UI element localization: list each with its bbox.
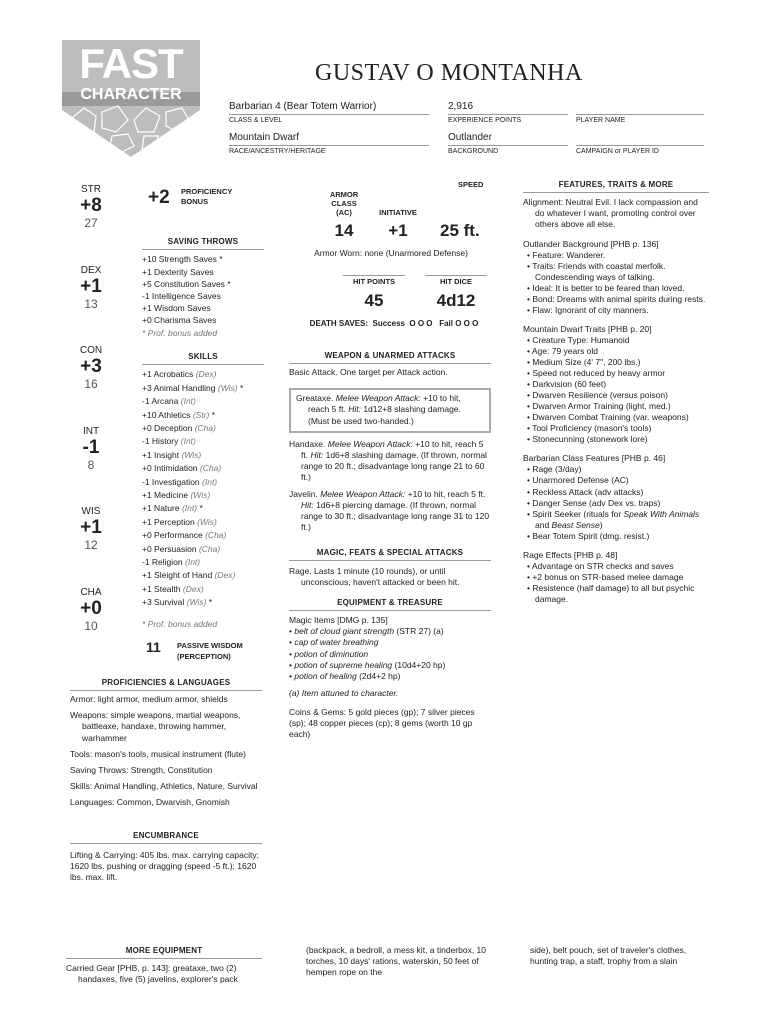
ability-modifier: +1 bbox=[80, 517, 102, 538]
skill-text: -1 Investigation bbox=[142, 476, 200, 487]
feature-text: Unarmored Defense (AC) bbox=[532, 475, 629, 486]
feature-text: Bond: Dreams with animal spirits during rests. bbox=[532, 293, 706, 304]
proficiency-item: Armor: light armor, medium armor, shields bbox=[70, 694, 228, 705]
saving-throws-title: SAVING THROWS bbox=[142, 237, 264, 250]
skill-item bbox=[142, 462, 264, 475]
skill-ability: (Int) bbox=[202, 476, 218, 487]
skill-text: +10 Athletics bbox=[142, 409, 191, 420]
skill-item bbox=[142, 529, 264, 542]
magic-item-name: belt of cloud giant strength bbox=[294, 626, 395, 637]
attuned-note: (a) Item attuned to character. bbox=[289, 687, 399, 698]
speed-label: SPEED bbox=[458, 180, 484, 189]
skill-text: -1 Religion bbox=[142, 557, 183, 568]
totem-text: Bear Totem Spirit (dmg. resist.) bbox=[532, 530, 650, 541]
feature-item: • Resistence (half damage) to all but psychic damage. bbox=[527, 582, 695, 604]
ability-modifier: -1 bbox=[82, 437, 100, 458]
feature-item: • Ideal: It is better to be feared than loved. bbox=[527, 282, 685, 293]
skill-text: +1 Stealth bbox=[142, 583, 181, 594]
feature-item: • Dwarven Resilience (versus poison) bbox=[527, 390, 668, 401]
ability-score: 8 bbox=[87, 458, 95, 472]
more-equipment-title: MORE EQUIPMENT bbox=[66, 946, 262, 959]
alignment: Alignment: Neutral Evil. I lack compassion and do whatever I want, promoting control over others above all else. bbox=[523, 197, 698, 230]
ability-name: WIS bbox=[81, 506, 101, 517]
skill-text: +0 Intimidation bbox=[142, 463, 198, 474]
skills-note: * Prof. bonus added bbox=[142, 618, 218, 629]
hit-dice-value: 4d12 bbox=[436, 291, 476, 310]
ability-int bbox=[66, 425, 116, 474]
saving-throw-item: +1 Wisdom Saves bbox=[142, 303, 211, 314]
feature-item: • +2 bonus on STR-based melee damage bbox=[527, 571, 684, 582]
skill-ability: (Wis) bbox=[197, 516, 217, 527]
skill-text: +1 Sleight of Hand bbox=[142, 570, 213, 581]
feature-item: • Rage (3/day) bbox=[527, 464, 582, 475]
feature-item: • Speed not reduced by heavy armor bbox=[527, 368, 666, 379]
magic-items-list bbox=[289, 626, 491, 681]
magic-item-extra: (2d4+2 hp) bbox=[356, 670, 401, 681]
more-equipment-section bbox=[66, 946, 262, 985]
attack-bonus: +10 to hit, reach 5 ft. bbox=[407, 488, 486, 499]
barbarian-list bbox=[523, 464, 709, 508]
initiative-value: +1 bbox=[388, 221, 408, 240]
magic-item-name: potion of supreme healing bbox=[294, 659, 393, 670]
ability-score: 12 bbox=[84, 538, 98, 552]
magic-item-name: potion of diminution bbox=[294, 648, 369, 659]
barbarian-title: Barbarian Class Features [PHB p. 46] bbox=[523, 453, 666, 464]
race-label: RACE/ANCESTRY/HERITAGE bbox=[229, 148, 326, 155]
skill-star: * bbox=[237, 382, 244, 393]
feature-text: Age: 79 years old bbox=[531, 345, 599, 356]
feature-item: • Dwarven Combat Training (var. weapons) bbox=[527, 412, 689, 423]
magic-item: • cap of water breathing bbox=[289, 637, 379, 648]
magic-item-name: cap of water breathing bbox=[294, 637, 379, 648]
magic-feats-title: MAGIC, FEATS & SPECIAL ATTACKS bbox=[289, 548, 491, 561]
skill-item bbox=[142, 476, 264, 489]
greataxe-text bbox=[296, 393, 484, 426]
encumbrance-section bbox=[70, 831, 262, 884]
feature-item: • Dwarven Armor Training (light, med.) bbox=[527, 401, 671, 412]
magic-item-extra: (STR 27) (a) bbox=[394, 626, 444, 637]
skill-text: -1 Arcana bbox=[142, 396, 179, 407]
skill-ability: (Dex) bbox=[195, 369, 217, 380]
feature-item: • Flaw: Ignorant of city manners. bbox=[527, 304, 649, 315]
class-level-label: CLASS & LEVEL bbox=[229, 117, 283, 124]
feature-text: Flaw: Ignorant of city manners. bbox=[532, 304, 649, 315]
label-line: (AC) bbox=[336, 208, 352, 217]
skill-item bbox=[142, 449, 264, 462]
skill-ability: (Int) bbox=[180, 396, 196, 407]
skill-item bbox=[142, 543, 264, 556]
magic-items-heading: Magic Items [DMG p. 135] bbox=[289, 615, 388, 626]
ability-modifier: +3 bbox=[80, 356, 102, 377]
label-line: PASSIVE WISDOM bbox=[177, 641, 243, 650]
feature-item: • Creature Type: Humanoid bbox=[527, 334, 630, 345]
speed-value: 25 ft. bbox=[440, 221, 480, 240]
skill-text: -1 History bbox=[142, 436, 179, 447]
feature-item: • Reckless Attack (adv attacks) bbox=[527, 486, 644, 497]
label-line: CLASS bbox=[331, 199, 357, 208]
attack-bonus: +10 to hit, reach 5 ft. bbox=[301, 438, 484, 460]
feature-text: Medium Size (4' 7", 200 lbs.) bbox=[532, 357, 641, 367]
coins-gems: Coins & Gems: 5 gold pieces (gp); 7 silver pieces (sp); 48 copper pieces (cp); 8 gems (worth 10 gp each) bbox=[289, 706, 475, 739]
ability-con bbox=[66, 344, 116, 393]
feature-text: Reckless Attack (adv attacks) bbox=[532, 486, 644, 497]
race-value: Mountain Dwarf bbox=[229, 132, 300, 143]
spirit-text: ) bbox=[599, 519, 603, 530]
skill-ability: (Cha) bbox=[199, 463, 222, 474]
ability-score: 16 bbox=[84, 377, 98, 391]
feature-item: • Danger Sense (adv Dex vs. traps) bbox=[527, 497, 661, 508]
greataxe-attack bbox=[289, 388, 491, 432]
more-equipment-col3: side), belt pouch, set of traveler's clothes, hunting trap, a staff, trophy from a slain bbox=[530, 945, 687, 967]
bear-totem: • Bear Totem Spirit (dmg. resist.) bbox=[527, 530, 650, 541]
ability-score: 27 bbox=[84, 216, 98, 230]
skill-item bbox=[142, 435, 264, 448]
encumbrance-text: Lifting & Carrying: 405 lbs. max. carrying capacity; 1620 lbs. pushing or dragging (speed -5 ft.); 1620 lbs. max. lift. bbox=[70, 850, 259, 883]
skills-title: SKILLS bbox=[142, 352, 264, 365]
feature-item: • Darkvision (60 feet) bbox=[527, 379, 607, 390]
ability-score: 13 bbox=[84, 297, 98, 311]
spirit-spell: Beast Sense bbox=[551, 519, 600, 530]
magic-feats-section bbox=[289, 548, 491, 588]
attacks-title: WEAPON & UNARMED ATTACKS bbox=[289, 351, 491, 364]
logo-subtitle: CHARACTER bbox=[80, 86, 182, 103]
handaxe-attack bbox=[289, 439, 491, 483]
feature-text: Tool Proficiency (mason's tools) bbox=[532, 423, 652, 434]
feature-item: • Medium Size (4' 7", 200 lbs.) bbox=[527, 357, 641, 367]
equipment-section bbox=[289, 598, 491, 740]
saving-throws-section bbox=[142, 237, 264, 339]
ability-str bbox=[66, 183, 116, 232]
spirit-text: and bbox=[535, 519, 552, 530]
feature-text: Danger Sense (adv Dex vs. traps) bbox=[532, 497, 661, 508]
attack-damage: 1d6+8 slashing damage. (If thrown, normal range to 20 ft.; disadvantage long range 21 to 60 ft.) bbox=[301, 449, 487, 482]
feature-text: Advantage on STR checks and saves bbox=[531, 560, 674, 571]
attack-name: Javelin. bbox=[289, 488, 318, 499]
ability-dex bbox=[66, 264, 116, 313]
skill-item bbox=[142, 368, 264, 381]
ability-modifier: +1 bbox=[80, 276, 102, 297]
attack-hit: Hit: bbox=[348, 404, 361, 415]
hit-dice-label: HIT DICE bbox=[439, 277, 473, 286]
saving-throws-note: * Prof. bonus added bbox=[142, 327, 218, 338]
more-equipment-col2: (backpack, a bedroll, a mess kit, a tinderbox, 10 torches, 10 days' rations, waterskin, 50 feet of hempen rope on the bbox=[306, 945, 487, 978]
character-name: GUSTAV O MONTANHA bbox=[315, 60, 583, 86]
skill-ability: (Int) bbox=[185, 557, 201, 568]
magic-item-name: potion of healing bbox=[294, 670, 357, 681]
skill-text: +1 Acrobatics bbox=[142, 369, 194, 380]
magic-item: • potion of supreme healing (10d4+20 hp) bbox=[289, 659, 446, 670]
feature-text: Stonecunning (stonework lore) bbox=[532, 434, 648, 445]
magic-item: • potion of healing (2d4+2 hp) bbox=[289, 670, 401, 681]
feature-text: Darkvision (60 feet) bbox=[532, 379, 607, 390]
attack-damage: 1d6+8 piercing damage. (If thrown, normal range to 30 ft.; disadvantage long range 31 to 120 ft.) bbox=[301, 499, 490, 532]
armor-class-value: 14 bbox=[334, 221, 354, 240]
passive-wisdom-value: 11 bbox=[146, 639, 161, 655]
rage-effects-title: Rage Effects [PHB p. 48] bbox=[523, 549, 618, 560]
fast-character-logo bbox=[62, 40, 200, 158]
skill-text: +1 Insight bbox=[142, 449, 180, 460]
proficiencies-section bbox=[70, 678, 262, 813]
hit-points-value: 45 bbox=[364, 291, 384, 310]
feature-text: +2 bonus on STR-based melee damage bbox=[532, 571, 684, 582]
skill-text: +1 Medicine bbox=[142, 490, 189, 501]
skill-text: +3 Animal Handling bbox=[142, 382, 216, 393]
attack-kind: Melee Weapon Attack: bbox=[335, 393, 421, 404]
saving-throws-list bbox=[142, 253, 264, 326]
ability-score: 10 bbox=[84, 619, 98, 633]
attack-kind: Melee Weapon Attack: bbox=[327, 438, 413, 449]
skill-item bbox=[142, 409, 264, 422]
equipment-title: EQUIPMENT & TREASURE bbox=[289, 598, 491, 611]
rage-text: Rage. Lasts 1 minute (10 rounds), or until unconscious, haven't attacked or been hit. bbox=[289, 566, 460, 588]
magic-item-extra: (10d4+20 hp) bbox=[392, 659, 446, 670]
background-label: BACKGROUND bbox=[448, 148, 499, 155]
skill-item bbox=[142, 556, 264, 569]
spirit-text: Spirit Seeker (rituals for bbox=[532, 508, 624, 519]
armor-worn: Armor Worn: none (Unarmored Defense) bbox=[314, 248, 468, 258]
spirit-seeker: • Spirit Seeker (rituals for Speak With Animals and Beast Sense) bbox=[527, 508, 700, 530]
passive-wisdom-label bbox=[177, 640, 243, 662]
proficiencies-title: PROFICIENCIES & LANGUAGES bbox=[70, 678, 262, 691]
feature-text: Resistence (half damage) to all but psychic damage. bbox=[532, 582, 695, 604]
feature-text: Dwarven Resilience (versus poison) bbox=[532, 390, 668, 401]
skill-item bbox=[142, 382, 264, 395]
proficiency-bonus-label bbox=[181, 187, 232, 207]
xp-value: 2,916 bbox=[448, 101, 474, 112]
skill-ability: (Cha) bbox=[194, 423, 216, 434]
saving-throw-item: +5 Constitution Saves * bbox=[142, 278, 231, 289]
attack-hit: Hit: bbox=[301, 499, 314, 510]
features-title: FEATURES, TRAITS & MORE bbox=[523, 180, 709, 193]
label-line: BONUS bbox=[181, 197, 209, 206]
skill-text: +1 Nature bbox=[142, 503, 180, 514]
skill-item bbox=[142, 395, 264, 408]
dwarf-list bbox=[523, 335, 709, 445]
ability-name: INT bbox=[82, 426, 100, 437]
spirit-spell: Speak With Animals bbox=[623, 508, 700, 519]
attacks-section bbox=[289, 351, 491, 533]
proficiency-item: Languages: Common, Dwarvish, Gnomish bbox=[70, 796, 230, 807]
attack-hit: Hit: bbox=[310, 449, 324, 460]
feature-item: • Unarmored Defense (AC) bbox=[527, 475, 629, 486]
attack-name: Greataxe. bbox=[296, 393, 334, 404]
feature-item: • Stonecunning (stonework lore) bbox=[527, 434, 648, 445]
ability-name: CON bbox=[79, 345, 103, 356]
basic-attack: Basic Attack. One target per Attack action. bbox=[289, 367, 448, 378]
hit-points-label: HIT POINTS bbox=[352, 277, 396, 286]
skill-item bbox=[142, 569, 264, 582]
ability-modifier: +0 bbox=[80, 598, 102, 619]
magic-item: • belt of cloud giant strength (STR 27) (a) bbox=[289, 626, 444, 637]
skill-text: +0 Deception bbox=[142, 423, 193, 434]
more-equipment-col1: Carried Gear [PHB, p. 143]: greataxe, two (2) handaxes, five (5) javelins, explorer's pack bbox=[66, 963, 238, 985]
skill-ability: (Wis) bbox=[190, 490, 211, 501]
feature-item: • Feature: Wanderer. bbox=[527, 249, 606, 260]
skills-list bbox=[142, 368, 264, 609]
skill-text: +0 Performance bbox=[142, 530, 203, 541]
ability-name: STR bbox=[81, 184, 101, 195]
feature-text: Creature Type: Humanoid bbox=[532, 334, 630, 345]
javelin-attack bbox=[289, 489, 491, 533]
proficiencies-list bbox=[70, 694, 262, 807]
skill-item bbox=[142, 596, 264, 609]
label-line: (PERCEPTION) bbox=[177, 652, 231, 661]
feature-text: Ideal: It is better to be feared than loved. bbox=[532, 282, 685, 293]
xp-label: EXPERIENCE POINTS bbox=[448, 117, 522, 124]
feature-text: Feature: Wanderer. bbox=[532, 249, 606, 260]
skill-ability: (Dex) bbox=[214, 570, 236, 581]
feature-text: Dwarven Armor Training (light, med.) bbox=[532, 401, 671, 412]
saving-throw-item: +0 Charisma Saves bbox=[142, 315, 217, 326]
ability-cha bbox=[66, 586, 116, 635]
skill-ability: (Int) bbox=[180, 436, 196, 447]
attack-kind: Melee Weapon Attack: bbox=[320, 488, 406, 499]
feature-item: • Tool Proficiency (mason's tools) bbox=[527, 423, 652, 434]
background-value: Outlander bbox=[448, 132, 492, 143]
attack-name: Handaxe. bbox=[289, 438, 326, 449]
skill-item bbox=[142, 502, 264, 515]
skill-star: * bbox=[209, 409, 216, 420]
feature-item: • Age: 79 years old bbox=[527, 345, 599, 356]
ability-name: CHA bbox=[80, 587, 102, 598]
attack-bonus: +10 to hit, reach 5 ft. bbox=[308, 393, 461, 415]
logo-title: FAST bbox=[79, 40, 183, 87]
label-line: PROFICIENCY bbox=[181, 187, 233, 196]
player-name-label: PLAYER NAME bbox=[576, 117, 626, 124]
features-section bbox=[523, 180, 709, 605]
outlander-title: Outlander Background [PHB p. 136] bbox=[523, 238, 659, 249]
dwarf-title: Mountain Dwarf Traits [PHB p. 20] bbox=[523, 323, 652, 334]
armor-class-label bbox=[318, 190, 370, 217]
skill-ability: (Cha) bbox=[205, 530, 227, 541]
skill-item bbox=[142, 489, 264, 502]
saving-throw-item: +1 Dexterity Saves bbox=[142, 266, 214, 277]
skill-text: +3 Survival bbox=[142, 597, 185, 608]
skill-ability: (Wis) bbox=[186, 597, 207, 608]
initiative-label: INITIATIVE bbox=[379, 208, 417, 217]
class-level-value: Barbarian 4 (Bear Totem Warrior) bbox=[229, 101, 377, 112]
feature-text: Speed not reduced by heavy armor bbox=[532, 368, 666, 379]
feature-item: • Traits: Friends with coastal merfolk. Condescending ways of talking. bbox=[527, 260, 666, 282]
skill-text: +0 Persuasion bbox=[142, 543, 197, 554]
magic-item: • potion of diminution bbox=[289, 648, 369, 659]
skills-section bbox=[142, 352, 264, 630]
death-saves: DEATH SAVES: Success O O O Fail O O O bbox=[309, 319, 479, 328]
ability-modifier: +8 bbox=[80, 195, 102, 216]
skill-ability: (Int) bbox=[181, 503, 198, 514]
feature-item: • Bond: Dreams with animal spirits during rests. bbox=[527, 293, 706, 304]
feature-item: • Advantage on STR checks and saves bbox=[527, 560, 674, 571]
skill-star: * bbox=[197, 503, 203, 514]
feature-text: Rage (3/day) bbox=[532, 464, 582, 475]
skill-ability: (Str) bbox=[192, 409, 210, 420]
proficiency-bonus-value: +2 bbox=[148, 187, 170, 208]
encumbrance-title: ENCUMBRANCE bbox=[70, 831, 262, 844]
feature-text: Dwarven Combat Training (var. weapons) bbox=[532, 412, 689, 423]
rage-effects-list bbox=[523, 561, 709, 605]
feature-text: Traits: Friends with coastal merfolk. Condescending ways of talking. bbox=[532, 260, 666, 282]
skill-item bbox=[142, 583, 264, 596]
label-line: ARMOR bbox=[329, 190, 359, 199]
skill-ability: (Wis) bbox=[181, 449, 202, 460]
proficiency-item: Saving Throws: Strength, Constitution bbox=[70, 764, 213, 775]
proficiency-item: Weapons: simple weapons, martial weapons, battleaxe, handaxe, throwing hammer, warhammer bbox=[70, 710, 241, 743]
ability-wis bbox=[66, 505, 116, 554]
ability-name: DEX bbox=[80, 265, 102, 276]
saving-throw-item: +10 Strength Saves * bbox=[142, 254, 223, 265]
attack-damage: 1d12+8 slashing damage. (Must be used two-handed.) bbox=[308, 404, 461, 426]
skill-star: * bbox=[206, 597, 213, 608]
skill-ability: (Wis) bbox=[217, 382, 238, 393]
saving-throw-item: -1 Intelligence Saves bbox=[142, 291, 221, 301]
skill-text: +1 Perception bbox=[142, 516, 195, 527]
skill-item bbox=[142, 516, 264, 529]
proficiency-item: Tools: mason's tools, musical instrument (flute) bbox=[70, 748, 246, 759]
proficiency-item: Skills: Animal Handling, Athletics, Nature, Survival bbox=[70, 780, 258, 791]
outlander-list bbox=[523, 250, 709, 316]
campaign-label: CAMPAIGN or PLAYER ID bbox=[576, 148, 659, 155]
skill-ability: (Cha) bbox=[198, 543, 221, 554]
skill-item bbox=[142, 422, 264, 435]
skill-ability: (Dex) bbox=[182, 583, 204, 594]
